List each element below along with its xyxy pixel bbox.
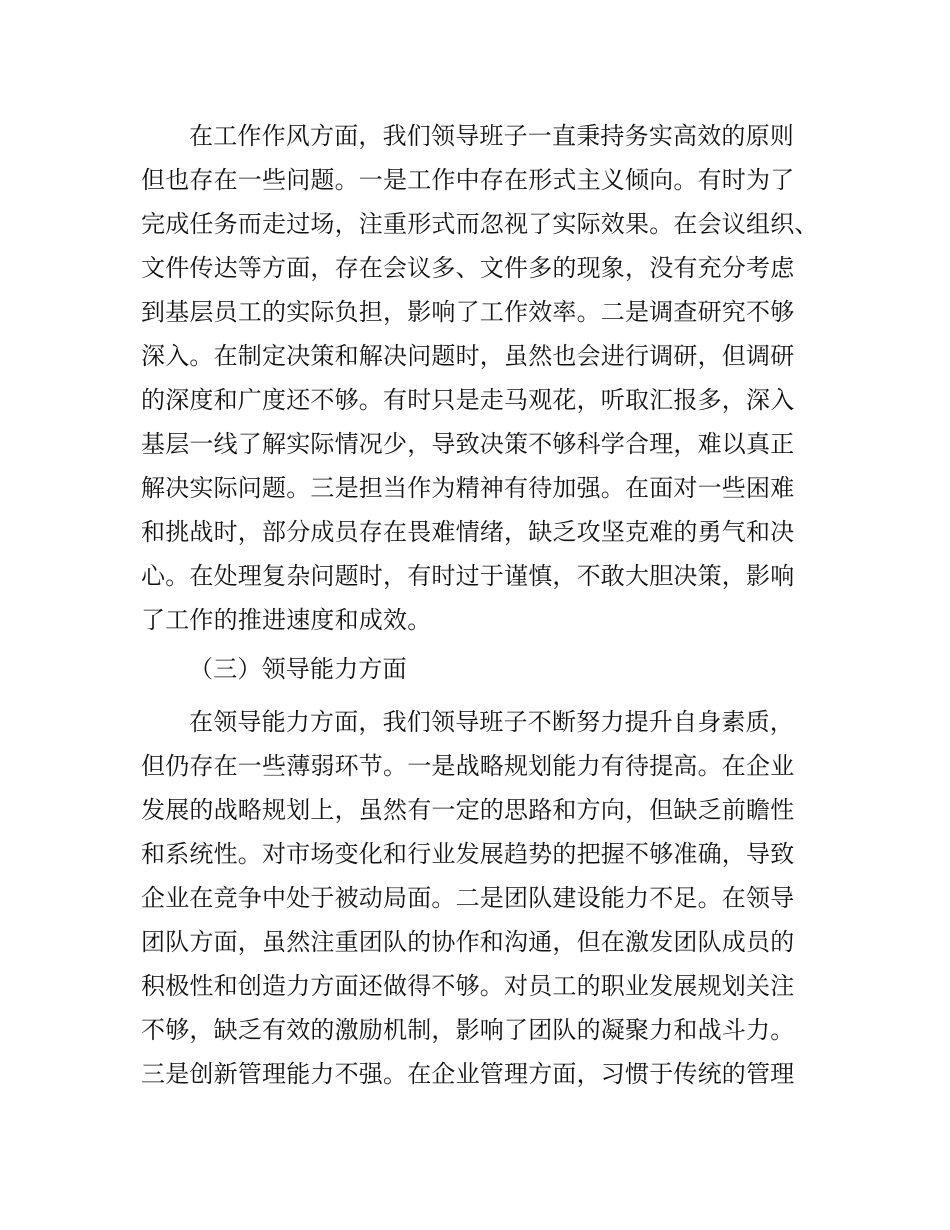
paragraph-1-line-7: 的深度和广度还不够。有时只是走马观花，听取汇报多，深入: [141, 386, 795, 414]
paragraph-1-line-11: 心。在处理复杂问题时，有时过于谨慎，不敢大胆决策，影响: [141, 562, 795, 590]
paragraph-1-line-9: 解决实际问题。三是担当作为精神有待加强。在面对一些困难: [141, 474, 795, 502]
paragraph-1-line-5: 到基层员工的实际负担，影响了工作效率。二是调查研究不够: [141, 298, 795, 326]
paragraph-1-line-8: 基层一线了解实际情况少，导致决策不够科学合理，难以真正: [141, 430, 795, 458]
paragraph-2-line-1: 在领导能力方面，我们领导班子不断努力提升自身素质，: [189, 708, 794, 736]
paragraph-1-line-6: 深入。在制定决策和解决问题时，虽然也会进行调研，但调研: [141, 342, 795, 370]
paragraph-2-line-6: 团队方面，虽然注重团队的协作和沟通，但在激发团队成员的: [141, 928, 795, 956]
paragraph-2-line-5: 企业在竞争中处于被动局面。二是团队建设能力不足。在领导: [141, 884, 795, 912]
paragraph-2-line-3: 发展的战略规划上，虽然有一定的思路和方向，但缺乏前瞻性: [141, 796, 795, 824]
paragraph-2-line-9: 三是创新管理能力不强。在企业管理方面，习惯于传统的管理: [141, 1060, 795, 1088]
paragraph-2-line-7: 积极性和创造力方面还做得不够。对员工的职业发展规划关注: [141, 972, 795, 1000]
paragraph-2-line-4: 和系统性。对市场变化和行业发展趋势的把握不够准确，导致: [141, 840, 795, 868]
paragraph-2-line-2: 但仍存在一些薄弱环节。一是战略规划能力有待提高。在企业: [141, 752, 795, 780]
paragraph-2-line-8: 不够，缺乏有效的激励机制，影响了团队的凝聚力和战斗力。: [141, 1016, 795, 1044]
section-heading: （三）领导能力方面: [189, 655, 407, 683]
paragraph-1-line-10: 和挑战时，部分成员存在畏难情绪，缺乏攻坚克难的勇气和决: [141, 518, 795, 546]
paragraph-1-line-12: 了工作的推进速度和成效。: [141, 606, 432, 634]
paragraph-1-line-2: 但也存在一些问题。一是工作中存在形式主义倾向。有时为了: [141, 166, 795, 194]
paragraph-1-line-4: 文件传达等方面，存在会议多、文件多的现象，没有充分考虑: [141, 254, 795, 282]
paragraph-1-line-3: 完成任务而走过场，注重形式而忽视了实际效果。在会议组织、: [141, 210, 819, 238]
paragraph-1-line-1: 在工作作风方面，我们领导班子一直秉持务实高效的原则: [189, 122, 794, 150]
